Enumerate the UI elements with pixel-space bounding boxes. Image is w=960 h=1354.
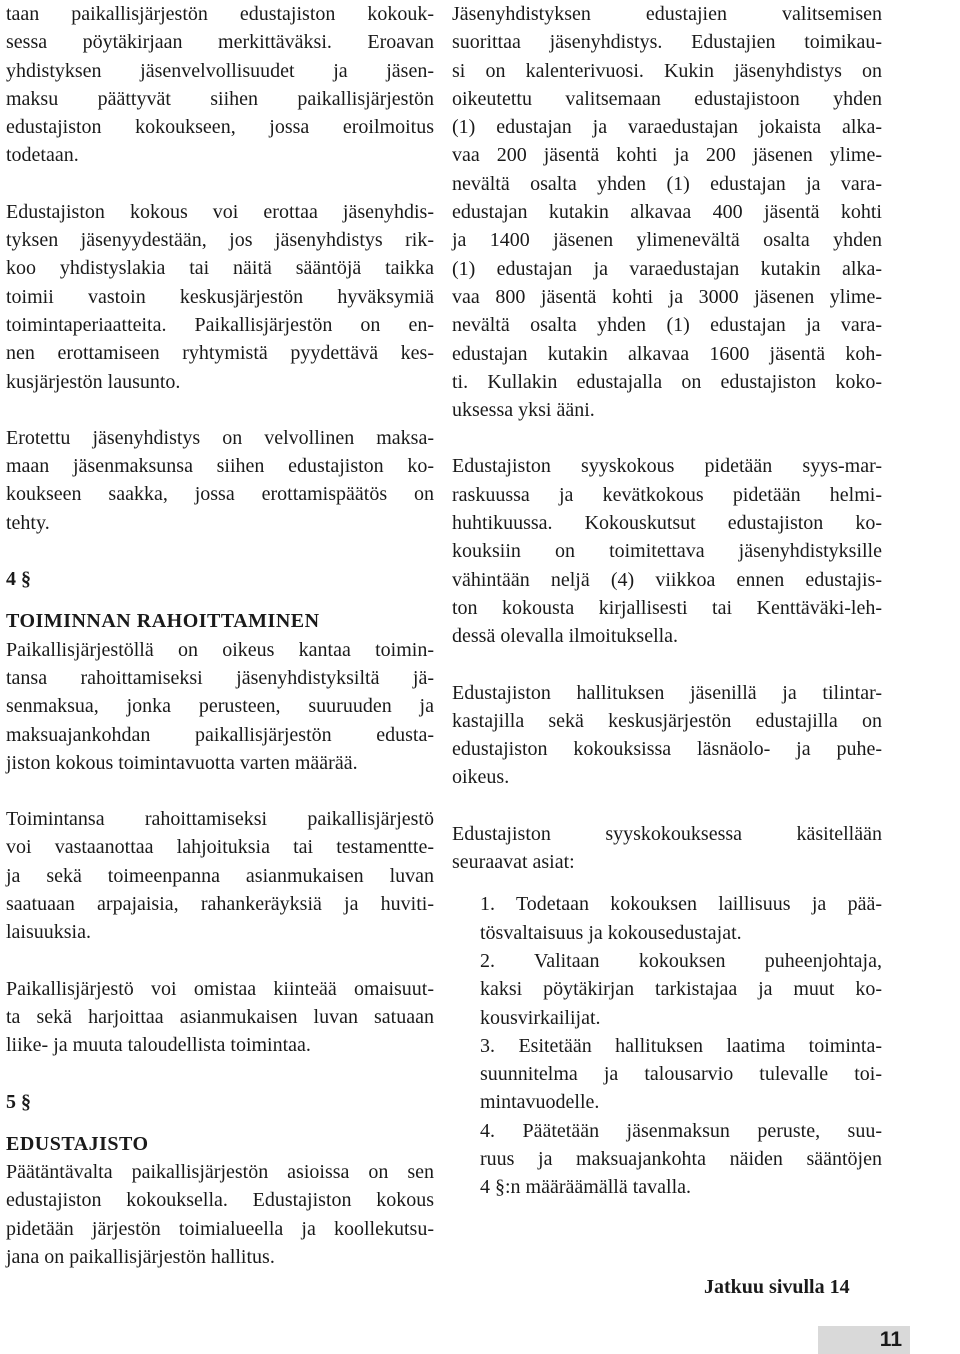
- text-line: Toimintansa rahoittamiseksi paikallisjärjestö: [6, 808, 434, 831]
- text-line: Paikallisjärjestö voi omistaa kiinteää omaisuut-: [6, 977, 434, 1000]
- text-line: Edustajiston hallituksen jäsenillä ja tilintar-: [452, 681, 882, 704]
- text-line: Päätäntävalta paikallisjärjestön asioissa on sen: [6, 1161, 434, 1184]
- text-line: (1) edustajan ja varaedustajan kutakin alka-: [452, 257, 882, 280]
- right-column: [452, 0, 882, 1202]
- text-line: (1) edustajan ja varaedustajan jokaista alka-: [452, 116, 882, 139]
- text-line: ta sekä harjoittaa asianmukaisen luvan satuaan: [6, 1005, 434, 1028]
- text-line: tyksen jäsenyydestään, jos jäsenyhdistys rik-: [6, 229, 434, 252]
- agenda-list: [452, 890, 882, 1201]
- list-item-line: 2. Valitaan kokouksen puheenjohtaja,: [480, 949, 882, 972]
- text-line: toimintaperiaatteita. Paikallisjärjestön on en-: [6, 313, 434, 336]
- list-item-line: 4. Päätetään jäsenmaksun peruste, suu-: [480, 1119, 882, 1142]
- text-line: ti. Kullakin edustajalla on edustajiston koko-: [452, 370, 882, 393]
- text-line: huhtikuussa. Kokouskutsut edustajiston ko-: [452, 512, 882, 535]
- text-line: maksuajankohdan paikallisjärjestön edusta-: [6, 723, 434, 746]
- text-line: ja 1400 jäsenen ylimenevältä osalta yhden: [452, 229, 882, 252]
- continued-note: Jatkuu sivulla 14: [704, 1276, 850, 1298]
- paragraph: [6, 805, 434, 946]
- text-line: vaa 200 jäsentä kohti ja 200 jäsenen ylime-: [452, 144, 882, 167]
- list-item-line: 3. Esitetään hallituksen laatima toiminta-: [480, 1034, 882, 1057]
- text-line: tansa rahoittamiseksi jäsenyhdistyksiltä jä-: [6, 666, 434, 689]
- list-item-line: kaksi pöytäkirjan tarkistajaa ja muut ko-: [480, 978, 882, 1001]
- list-item-line: suunnitelma ja talousarvio tulevalle toi-: [480, 1063, 882, 1086]
- text-line: oikeus.: [452, 766, 510, 789]
- list-item: [452, 1032, 882, 1117]
- text-line: Paikallisjärjestöllä on oikeus kantaa toimin-: [6, 638, 434, 661]
- text-line: edustajiston kokouksella. Edustajiston kokous: [6, 1189, 434, 1212]
- text-line: nevältä osalta yhden (1) edustajan ja vara-: [452, 172, 882, 195]
- text-line: jiston kokous toimintavuotta varten määrää.: [6, 751, 358, 774]
- section-number: 4 §: [6, 568, 31, 591]
- text-line: dessä olevalla ilmoituksella.: [452, 625, 679, 648]
- text-line: laisuuksia.: [6, 921, 91, 944]
- text-line: Erotettu jäsenyhdistys on velvollinen maksa-: [6, 426, 434, 449]
- text-line: edustajan kutakin alkavaa 400 jäsentä kohti: [452, 201, 882, 224]
- paragraph: [452, 0, 882, 424]
- text-line: maksu päättyvät siihen paikallisjärjestön: [6, 87, 434, 110]
- list-item-line: kousvirkailijat.: [480, 1006, 601, 1029]
- text-line: vähintään neljä (4) viikkoa ennen edustajis-: [452, 568, 882, 591]
- text-line: koukseen saakka, jossa erottamispäätös on: [6, 483, 434, 506]
- text-line: edustajiston kokoukseen, jossa eroilmoitus: [6, 116, 434, 139]
- text-line: seuraavat asiat:: [452, 851, 575, 874]
- text-line: Edustajiston kokous voi erottaa jäsenyhdis-: [6, 200, 434, 223]
- text-line: Jäsenyhdistyksen edustajien valitsemisen: [452, 3, 882, 25]
- list-item-line: tösvaltaisuus ja kokousedustajat.: [480, 921, 742, 944]
- text-line: Edustajiston syyskokous pidetään syys-mar-: [452, 455, 882, 478]
- page-number-box: [818, 1326, 910, 1354]
- page-number: 11: [879, 1328, 902, 1351]
- text-line: ja sekä toimeenpanna asianmukaisen luvan: [6, 864, 434, 887]
- section-title: TOIMINNAN RAHOITTAMINEN: [6, 610, 320, 633]
- list-item-line: 1. Todetaan kokouksen laillisuus ja pää-: [480, 893, 882, 916]
- paragraph: [452, 820, 882, 877]
- text-line: oikeutettu valitsemaan edustajistoon yhden: [452, 87, 882, 110]
- text-line: kusjärjestön lausunto.: [6, 370, 181, 393]
- text-line: pidetään järjestön toimialueella ja koollekutsu-: [6, 1217, 434, 1240]
- text-line: todetaan.: [6, 144, 79, 167]
- text-line: ton kokousta kirjallisesti tai Kenttäväki-leh-: [452, 596, 882, 619]
- paragraph: [452, 679, 882, 792]
- text-line: kouksiin on toimitettava jäsenyhdistyksille: [452, 540, 882, 563]
- text-line: nen erottamiseen ryhtymistä pyydettävä kes-: [6, 342, 434, 365]
- text-line: kastajilla sekä keskusjärjestön edustajilla on: [452, 709, 882, 732]
- list-item-line: mintavuodelle.: [480, 1091, 600, 1114]
- paragraph: [6, 424, 434, 537]
- list-item: [452, 890, 882, 947]
- list-item: [452, 947, 882, 1032]
- text-line: nevältä osalta yhden (1) edustajan ja vara-: [452, 314, 882, 337]
- paragraph: [6, 1158, 434, 1271]
- text-line: vaa 800 jäsentä kohti ja 3000 jäsenen ylime-: [452, 285, 882, 308]
- list-item: [452, 1117, 882, 1202]
- text-line: raskuussa ja kevätkokous pidetään helmi-: [452, 483, 882, 506]
- text-line: edustajan kutakin alkavaa 1600 jäsentä koh-: [452, 342, 882, 365]
- text-line: senmaksua, jonka perusteen, suuruuden ja: [6, 695, 434, 718]
- paragraph: [452, 452, 882, 650]
- text-line: saatuaan arpajaisia, rahankeräyksiä ja huviti-: [6, 893, 434, 916]
- paragraph: [6, 0, 434, 170]
- text-line: liike- ja muuta taloudellista toimintaa.: [6, 1034, 311, 1057]
- text-line: edustajiston kokouksissa läsnäolo- ja puhe-: [452, 738, 882, 761]
- text-line: sessa pöytäkirjaan merkittäväksi. Eroavan: [6, 31, 434, 54]
- paragraph: [6, 198, 434, 396]
- left-column: [6, 0, 434, 1271]
- text-line: si on kalenterivuosi. Kukin jäsenyhdistys on: [452, 59, 882, 82]
- text-line: uksessa yksi ääni.: [452, 399, 595, 422]
- text-line: voi vastaanottaa lahjoituksia tai testamentte-: [6, 836, 434, 859]
- section-title: EDUSTAJISTO: [6, 1132, 149, 1155]
- section-number: 5 §: [6, 1090, 31, 1113]
- text-line: koo yhdistyslakia tai näitä sääntöjä taikka: [6, 257, 434, 280]
- text-line: toimii vastoin keskusjärjestön hyväksymiä: [6, 285, 434, 308]
- text-line: maan jäsenmaksunsa siihen edustajiston ko-: [6, 455, 434, 478]
- text-line: tehty.: [6, 511, 50, 534]
- text-line: Edustajiston syyskokouksessa käsitellään: [452, 822, 882, 845]
- text-line: jana on paikallisjärjestön hallitus.: [6, 1245, 275, 1268]
- list-item-line: 4 §:n määräämällä tavalla.: [480, 1176, 692, 1199]
- list-item-line: ruus ja maksuajankohta näiden sääntöjen: [480, 1147, 882, 1170]
- paragraph: [6, 975, 434, 1060]
- paragraph: [6, 636, 434, 777]
- text-line: taan paikallisjärjestön edustajiston kokouk-: [6, 3, 434, 25]
- text-line: yhdistyksen jäsenvelvollisuudet ja jäsen-: [6, 59, 434, 82]
- text-line: suorittaa jäsenyhdistys. Edustajien toimikau-: [452, 31, 882, 54]
